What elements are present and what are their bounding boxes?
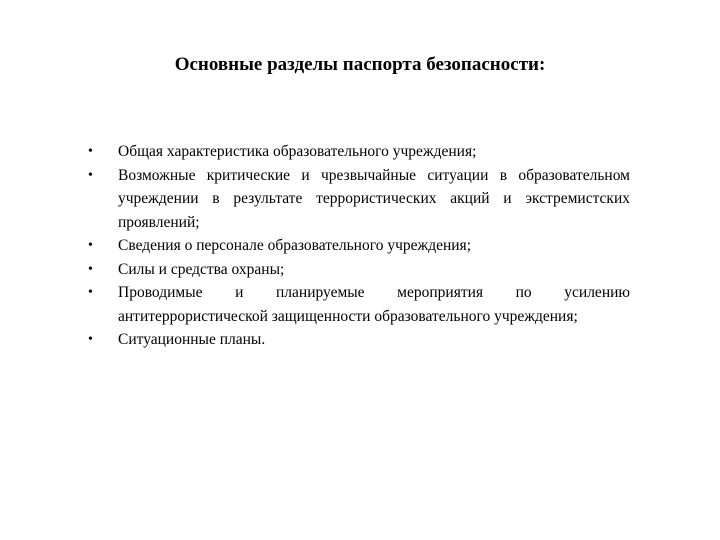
bullet-icon: • [88,238,93,253]
list-item-text: Сведения о персонале образовательного учреждения; [118,237,471,254]
bullet-icon: • [88,261,93,277]
bullet-icon: • [88,144,93,159]
list-item [88,234,630,258]
list-item-text: Проводимые и планируемые мероприятия по усилению антитеррористической защищенности образовательного учреждения; [118,284,630,325]
bullet-icon: • [88,167,93,183]
list-item-text: Силы и средства охраны; [118,260,285,278]
list-item [88,164,630,235]
bullet-icon: • [88,285,93,300]
section-list [88,140,630,352]
list-item [88,328,630,352]
list-item-text: Возможные критические и чрезвычайные ситуации в образовательном учреждении в результате террористических акций и экстремистских проявлений; [118,166,630,231]
list-item [88,281,630,328]
slide-title: Основные разделы паспорта безопасности: [174,54,546,75]
list-item [88,140,630,164]
bullet-icon: • [88,332,93,347]
list-item-text: Общая характеристика образовательного учреждения; [118,143,477,160]
list-item-text: Ситуационные планы. [118,331,266,348]
list-item [88,258,630,282]
